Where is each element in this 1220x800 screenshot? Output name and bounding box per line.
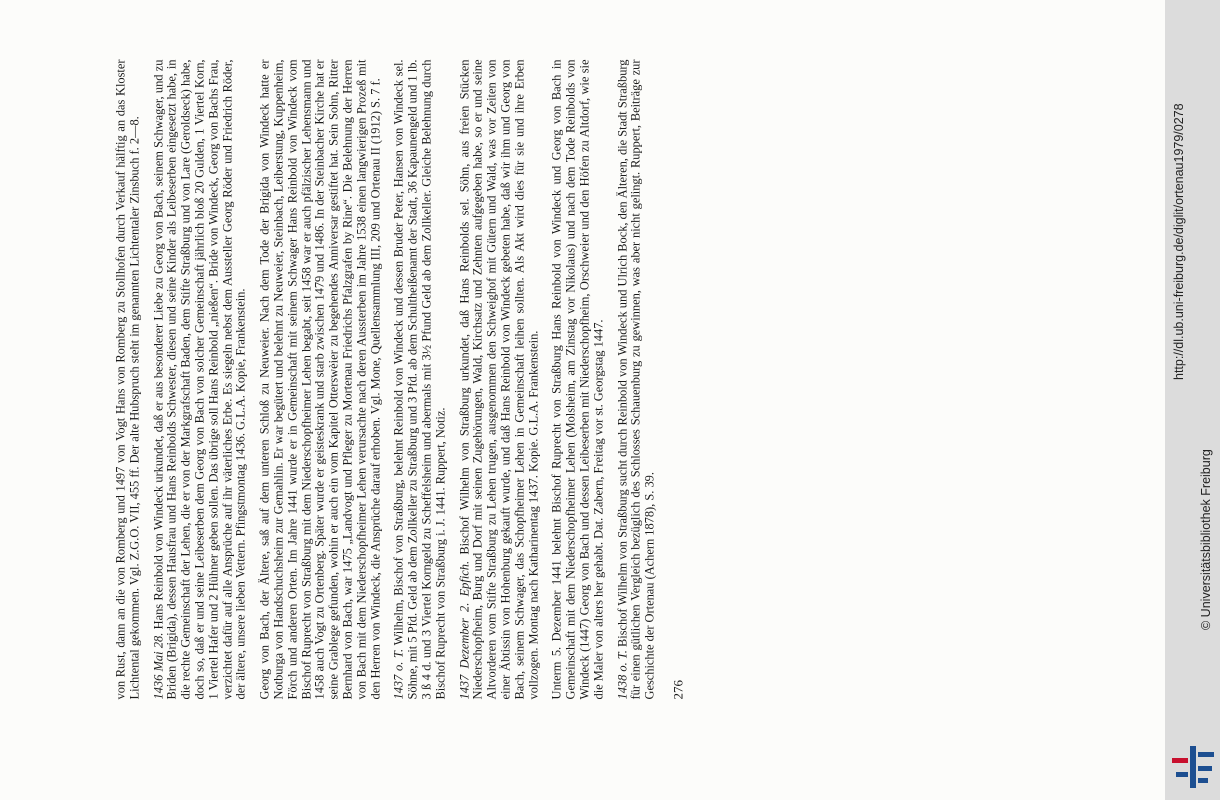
paragraph-text: Bischof Wilhelm von Straßburg sucht durch Reinbold von Windeck und Ulrich Bock, den Älteren, die Stadt Straßburg für einen gütlichen Vergleich bezüglich des Schlosses Schauenburg zu gewinnen, was aber nicht gelingt. Ruppert, Beiträge zur Geschichte der Ortenau (Achern 1878), S. 39. (615, 59, 657, 700)
paragraph (393, 60, 448, 700)
paragraph (551, 60, 606, 700)
source-url-link[interactable]: http://dl.ub.uni-freiburg.de/diglit/ortenau1979/0278 (1172, 103, 1186, 380)
logo-bar (1176, 772, 1188, 777)
logo-bar (1190, 746, 1196, 788)
paragraph (152, 60, 249, 700)
ub-freiburg-logo-icon[interactable] (1170, 744, 1216, 790)
logo-bar (1198, 766, 1212, 771)
entry-date: 1438 o. T. (615, 650, 629, 700)
paragraph (458, 60, 541, 700)
logo-bar (1198, 752, 1214, 757)
rotated-text-block (115, 60, 1050, 700)
paragraph-text: Hans Reinbold von Windeck urkundet, daß er aus besonderer Liebe zu Georg von Bach, seinem Schwager, und zu Briden (Brigida), dessen Hausfrau und Hans Reinbolds Schwester, diesen und seine Kinder als Leibeserben eingesetzt habe, in die rechte Gemeinschaft der Lehen, die er von der Markgrafschaft Baden, dem Stifte Straßburg und von Lare (Geroldseck) habe, doch so, daß er und seine Leibeserben dem Georg von Bach von solcher Gemeinschaft jährlich bloß 20 Gulden, 1 Viertel Korn, 1 Viertel Hafer und 2 Hühner geben sollen. Das übrige soll Hans Reinbold „nießen“. Bride von Windeck, Georg von Bachs Frau, verzichtet dafür auf alle Ansprüche auf ihr väterliches Erbe. Es siegeln nebst dem Aussteller Georg Röder und Friedrich Röder, der ältere, unsere lieben Vettern. Pfingstmontag 1436. G.L.A. Kopie, Frankenstein. (151, 59, 248, 700)
logo-bar (1172, 758, 1188, 763)
entry-date: 1436 Mai 28. (151, 632, 166, 700)
logo-bar (1198, 778, 1208, 783)
entry-date: 1437 Dezember 2. Epfich. (457, 560, 472, 700)
paragraph-text: von Rust, dann an die von Romberg und 1497 von Vogt Hans von Romberg zu Stollhofen durch Verkauf hälftig an das Kloster Lichtental gekommen. Vgl. Z.G.O. VII, 455 ff. Der alte Hubspruch steht im genannten Lichtentaler Zinsbuch f. 2—8. (113, 59, 142, 700)
paragraph-text: Unterm 5. Dezember 1441 belehnt Bischof Ruprecht von Straßburg Hans Reinbold von Windeck und Georg von Bach in Gemeinschaft mit dem Niederschopfheimer Lehen (Molsheim, am Zinstag vor Nikolaus) und nach dem Tode Reinbolds von Windeck (1447) Georg von Bach und dessen Leibeserben mit Niederschopfheim, Orschweier und den Höfen zu Altdorf, wie sie die Maler von alters her gehabt. Dat. Zabern, Freitag vor st. Georgstag 1447. (549, 59, 606, 700)
paragraph (115, 60, 143, 700)
entry-date: 1437 o. T. (391, 648, 406, 700)
paragraph (616, 60, 657, 700)
paragraph-text: Wilhelm, Bischof von Straßburg, belehnt Reinbold von Windeck und dessen Bruder Peter, Hansen von Windeck sel. Söhne, mit 5 Pfd. Geld ab dem Zollkeller zu Straßburg und 3 Pfd. ab dem Schultheißenamt der Stadt, 36 Kapaunengeld und 1 lb. 3 ß 4 d. und 3 Viertel Korngeld zu Scheffelsheim und abermals mit 3½ Pfund Geld ab dem Zollkeller. Gleiche Belehnung durch Bischof Ruprecht von Straßburg i. J. 1441. Ruppert, Notiz. (391, 59, 448, 700)
paragraph-text: Bischof Wilhelm von Straßburg urkundet, daß Hans Reinbolds sel. Söhn, aus freien Stücken Niederschopfheim, Burg und Dorf mit seinen Zugehörungen, Wald, Kirchsatz und Zehnten aufgegeben habe, so er und seine Altvorderen vom Stifte Straßburg zu Lehen trugen, ausgenommen den Schweighof mit Gütern und Wald, was vor Zeiten von einer Äbtissin von Hohenburg gekauft wurde, und daß Hans Reinbold von Windeck gebeten habe, daß wir ihm und Georg von Bach, seinem Schwager, das Schopfheimer Lehen in Gemeinschaft leihen sollten. Als Akt wird dies für sie und ihre Erben vollzogen. Montag nach Katharinentag 1437. Kopie. G.L.A. Frankenstein. (457, 59, 541, 700)
paragraph-text: Georg von Bach, der Ältere, saß auf dem unteren Schloß zu Neuweier. Nach dem Tode der Brigida von Windeck hatte er Notburga von Handschuchsheim zur Gemahlin. Er war begütert und belehnt zu Neuweier, Steinbach, Leiberstung, Kuppenheim, Förch und anderen Orten. Im Jahre 1441 wurde er in Gemeinschaft mit seinem Schwager Hans Reinbold von Windeck vom Bischof Ruprecht von Straßburg mit dem Niederschopfheimer Lehen begabt, seit 1458 war er auch pfälzischer Lehensmann und 1458 auch Vogt zu Ortenberg. Später wurde er geisteskrank und starb zwischen 1479 und 1486. In der Steinbacher Kirche hat er seine Grablege gefunden, wohin er auch ein vom Kapitel Otterswèier zu begehendes Anniversar gestiftet hat. Sein Sohn, Ritter Bernhard von Bach, war 1475 „Landvogt und Pfleger zu Mortenau Friedrichs Pfalzgrafen by Rine“. Die Belehnung der Herren von Bach mit dem Niederschopfheimer Lehen verursachte nach deren Aussterben im Jahre 1538 einen langwierigen Prozeß mit den Herren von Windeck, die Ansprüche darauf erhoben. Vgl. Mone, Quellensammlung III, 209 und Ortenau II (1912) S. 7 f. (257, 59, 383, 700)
paragraph (259, 60, 383, 700)
page-number: 276 (670, 680, 686, 700)
copyright-text: © Universitätsbibliothek Freiburg (1199, 449, 1213, 630)
